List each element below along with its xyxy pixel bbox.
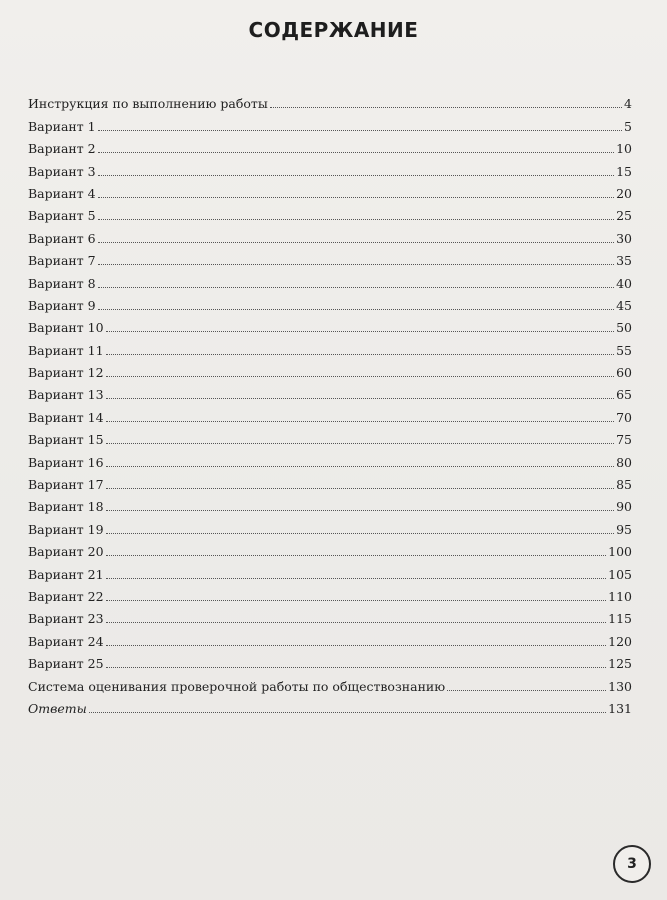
toc-entry-label: Вариант 4 (28, 185, 96, 201)
toc-entry (28, 425, 632, 447)
toc-entry-label: Вариант 21 (28, 566, 104, 582)
toc-entry-page: 100 (608, 544, 632, 560)
toc-entry-page: 130 (608, 678, 632, 694)
toc-entry (28, 156, 632, 178)
dot-leader (106, 488, 615, 489)
toc-entry (28, 470, 632, 492)
toc-entry-page: 65 (616, 387, 632, 403)
dot-leader (106, 443, 615, 444)
dot-leader (106, 376, 615, 377)
dot-leader (106, 466, 615, 467)
toc-entry-page: 115 (608, 611, 632, 627)
toc-entry (28, 402, 632, 424)
toc-entry-page: 40 (616, 275, 632, 291)
toc-entry-label: Вариант 12 (28, 365, 104, 381)
dot-leader (98, 219, 614, 220)
toc-entry (28, 492, 632, 514)
toc-entry-page: 10 (616, 141, 632, 157)
dot-leader (106, 667, 607, 668)
toc-entry (28, 201, 632, 223)
toc-entry (28, 694, 632, 716)
toc-entry-label: Вариант 24 (28, 633, 104, 649)
toc-entry (28, 626, 632, 648)
toc-entry (28, 89, 632, 111)
dot-leader (106, 510, 615, 511)
toc-entry (28, 582, 632, 604)
dot-leader (447, 690, 606, 691)
toc-entry (28, 111, 632, 133)
toc-entry-label: Вариант 7 (28, 253, 96, 269)
page-number-badge: 3 (613, 845, 651, 883)
toc-entry (28, 335, 632, 357)
toc-entry (28, 313, 632, 335)
toc-entry-label: Вариант 20 (28, 544, 104, 560)
toc-entry-label: Вариант 13 (28, 387, 104, 403)
dot-leader (98, 264, 614, 265)
dot-leader (106, 354, 615, 355)
toc-entry-page: 90 (616, 499, 632, 515)
toc-entry-label: Вариант 16 (28, 454, 104, 470)
dot-leader (106, 645, 607, 646)
toc-entry (28, 291, 632, 313)
toc-entry-page: 50 (616, 320, 632, 336)
dot-leader (106, 533, 615, 534)
toc-entry (28, 134, 632, 156)
toc-entry-page: 70 (616, 409, 632, 425)
toc-entry (28, 514, 632, 536)
toc-entry (28, 671, 632, 693)
toc-entry-label: Инструкция по выполнению работы (28, 96, 268, 112)
toc-entry-page: 15 (616, 163, 632, 179)
dot-leader (106, 398, 615, 399)
toc-entry (28, 268, 632, 290)
toc-entry-label: Вариант 8 (28, 275, 96, 291)
dot-leader (89, 712, 606, 713)
toc-entry (28, 604, 632, 626)
toc-entry-label: Система оценивания проверочной работы по обществознанию (28, 678, 446, 694)
toc-entry (28, 358, 632, 380)
dot-leader (98, 175, 614, 176)
dot-leader (98, 287, 614, 288)
toc-entry-page: 55 (616, 342, 632, 358)
toc-entry (28, 649, 632, 671)
toc-entry (28, 447, 632, 469)
toc-entry-page: 110 (608, 588, 632, 604)
dot-leader (270, 107, 622, 108)
toc-entry-label: Вариант 10 (28, 320, 104, 336)
dot-leader (106, 331, 615, 332)
toc-entry-label: Вариант 14 (28, 409, 104, 425)
toc-entry-page: 25 (616, 208, 632, 224)
dot-leader (106, 622, 607, 623)
dot-leader (98, 309, 614, 310)
toc-entry-page: 80 (616, 454, 632, 470)
toc-entry-label: Ответы (28, 700, 87, 716)
dot-leader (106, 555, 607, 556)
dot-leader (106, 600, 607, 601)
toc-entry-page: 95 (616, 521, 632, 537)
toc-entry-page: 60 (616, 365, 632, 381)
toc-entry-page: 85 (616, 477, 632, 493)
toc-entry-page: 120 (608, 633, 632, 649)
toc-entry-page: 105 (608, 566, 632, 582)
toc-entry-label: Вариант 15 (28, 432, 104, 448)
toc-entry-label: Вариант 17 (28, 477, 104, 493)
toc-entry (28, 380, 632, 402)
toc-entry-label: Вариант 2 (28, 141, 96, 157)
toc-entry-page: 125 (608, 656, 632, 672)
toc-entry-label: Вариант 9 (28, 297, 96, 313)
toc-entry-page: 30 (616, 230, 632, 246)
toc-entry-page: 20 (616, 185, 632, 201)
toc-entry-label: Вариант 18 (28, 499, 104, 515)
toc-entry (28, 223, 632, 245)
toc-entry-label: Вариант 3 (28, 163, 96, 179)
dot-leader (106, 421, 615, 422)
toc-entry-label: Вариант 1 (28, 118, 96, 134)
toc-entry-page: 4 (624, 96, 632, 112)
dot-leader (98, 130, 622, 131)
toc-entry-label: Вариант 6 (28, 230, 96, 246)
dot-leader (98, 242, 614, 243)
toc-entry-page: 75 (616, 432, 632, 448)
dot-leader (98, 197, 614, 198)
toc-entry-label: Вариант 22 (28, 588, 104, 604)
toc-entry-page: 5 (624, 118, 632, 134)
toc-entry (28, 179, 632, 201)
toc-entry-label: Вариант 25 (28, 656, 104, 672)
toc-entry-label: Вариант 23 (28, 611, 104, 627)
toc-entry-page: 45 (616, 297, 632, 313)
toc-entry-label: Вариант 5 (28, 208, 96, 224)
page-title: СОДЕРЖАНИЕ (248, 18, 419, 42)
toc-entry-page: 131 (608, 700, 632, 716)
dot-leader (98, 152, 614, 153)
table-of-contents (28, 89, 632, 716)
toc-entry-label: Вариант 11 (28, 342, 104, 358)
toc-entry-page: 35 (616, 253, 632, 269)
toc-entry (28, 537, 632, 559)
dot-leader (106, 578, 607, 579)
toc-entry (28, 559, 632, 581)
toc-entry (28, 246, 632, 268)
toc-entry-label: Вариант 19 (28, 521, 104, 537)
